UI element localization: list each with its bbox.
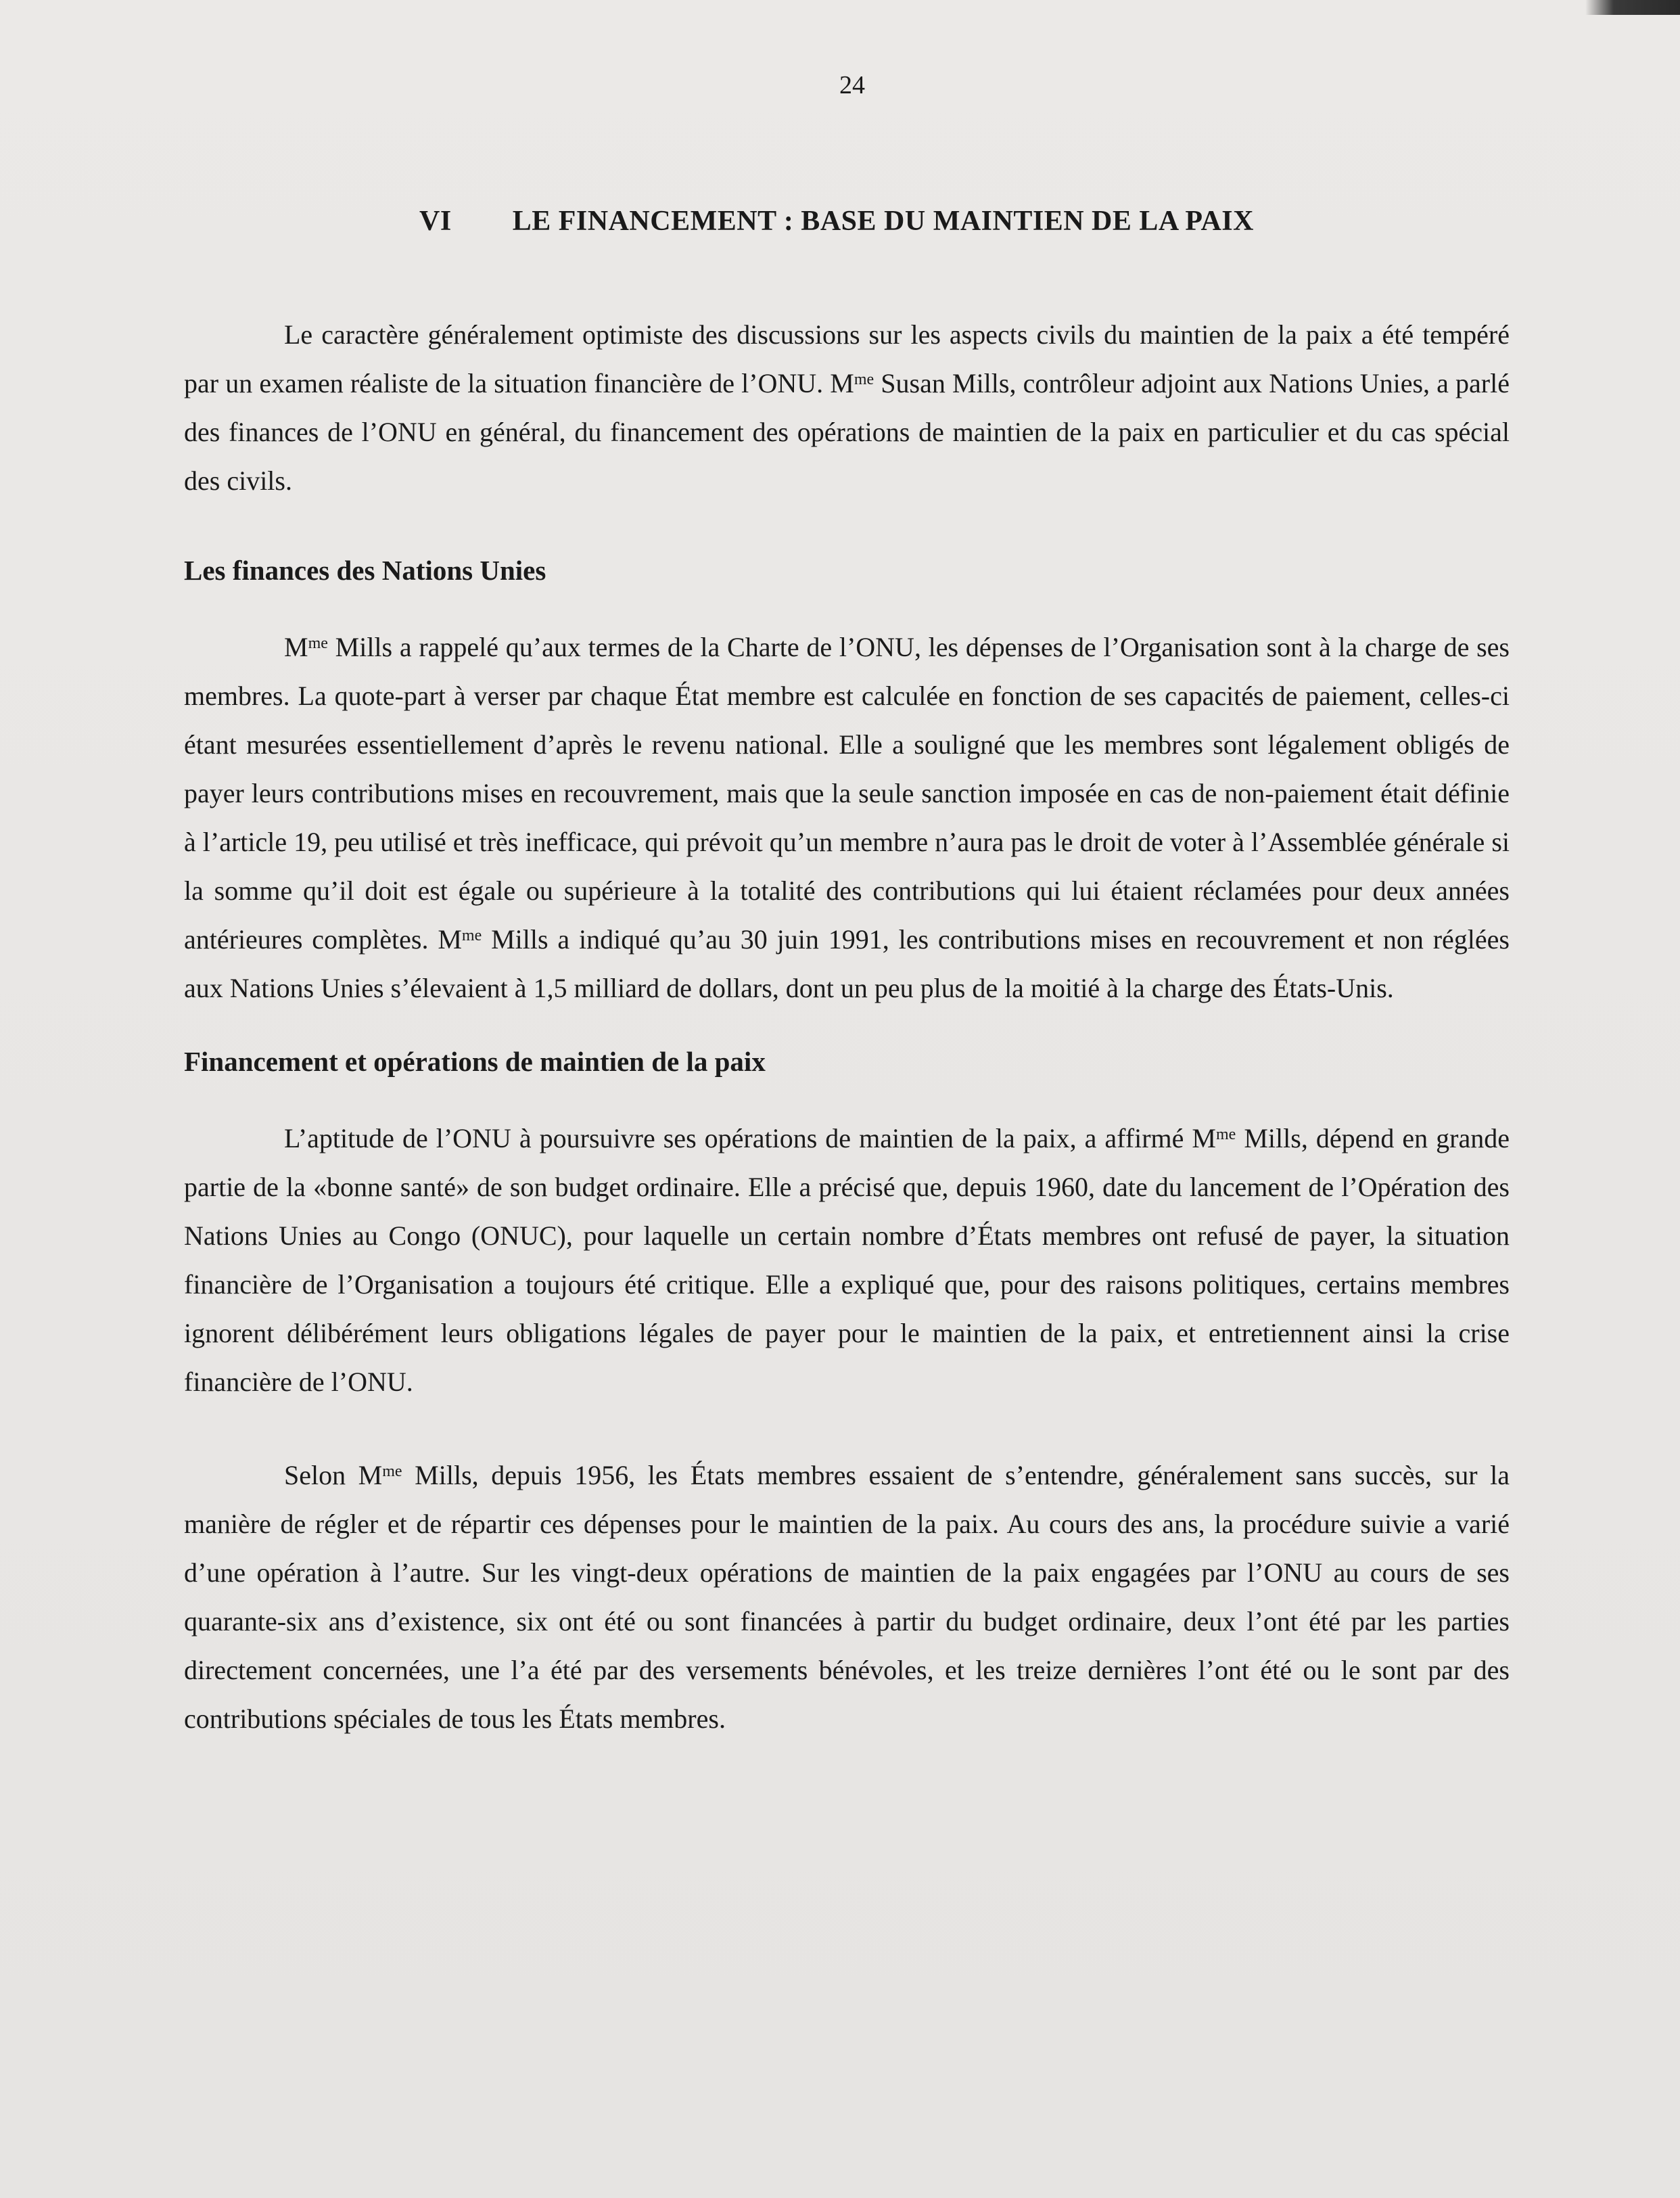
finances-text-2: Mills a indiqué qu’au 30 juin 1991, les contributions mises en recouvrement et non réglées aux Nations Unies s’élevaient à 1,5 milliard de dollars, dont un peu plus de la moitié à la charge des États-Unis. bbox=[184, 923, 1510, 1003]
peacekeeping-paragraph-2 bbox=[184, 1451, 1510, 1743]
finances-superscript-2: me bbox=[461, 926, 482, 944]
peacekeeping-p2-text-1: Selon M bbox=[284, 1459, 383, 1490]
section-heading-peacekeeping: Financement et opérations de maintien de la paix bbox=[184, 1045, 766, 1077]
peacekeeping-p2-superscript: me bbox=[382, 1462, 402, 1480]
peacekeeping-p2-text-2: Mills, depuis 1956, les États membres essaient de s’entendre, généralement sans succès, sur la manière de régler et de répartir ces dépenses pour le maintien de la paix. Au cours des ans, la procédure suivie a varié d’une opération à l’autre. Sur les vingt-deux opérations de maintien de la paix engagées par l’ONU au cours de ses quarante-six ans d’existence, six ont été ou sont financées à partir du budget ordinaire, deux l’ont été par les parties directement concernées, une l’a été par des versements bénévoles, et les treize dernières l’ont été ou le sont par des contributions spéciales de tous les États membres. bbox=[184, 1459, 1510, 1734]
intro-paragraph bbox=[184, 311, 1510, 505]
peacekeeping-paragraph-1 bbox=[184, 1114, 1510, 1406]
page-content bbox=[184, 203, 1510, 1743]
intro-text-2: Susan Mills, contrôleur adjoint aux Nations Unies, a parlé des finances de l’ONU en général, du financement des opérations de maintien de la paix en particulier et du cas spécial des civils. bbox=[184, 367, 1510, 496]
chapter-numeral: VI bbox=[419, 206, 452, 237]
chapter-title-text: LE FINANCEMENT : BASE DU MAINTIEN DE LA PAIX bbox=[512, 206, 1254, 237]
peacekeeping-p1-superscript: me bbox=[1216, 1125, 1236, 1143]
peacekeeping-p1-text-2: Mills, dépend en grande partie de la «bonne santé» de son budget ordinaire. Elle a précisé que, depuis 1960, date du lancement de l’Opération des Nations Unies au Congo (ONUC), pour laquelle un certain nombre d’États membres ont refusé de payer, la situation financière de l’Organisation a toujours été critique. Elle a expliqué que, pour des raisons politiques, certains membres ignorent délibérément leurs obligations légales de payer pour le maintien de la paix, et entretiennent ainsi la crise financière de l’ONU. bbox=[184, 1122, 1510, 1397]
page-number: 24 bbox=[839, 71, 865, 99]
finances-paragraph: $M^{me}$ Mills a rappelé qu’aux termes de la Charte de l’ONU, les dépenses de l’Organisation sont à la charge de ses membres. La quote-part à verser par chaque État membre est calculée en fonction de ses capacités de paiement, celles-ci étant mesurées essentiellement d’après le revenu national. Elle a souligné que les membres sont légalement obligés de payer leurs contributions mises en recouvrement, mais que la seule sanction imposée en cas de non-paiement était définie à l’article 19, peu utilisé et très inefficace, qui prévoit qu’un membre n’aura pas le droit de voter à l’Assemblée générale si la somme qu’il doit est égale ou supérieure à la totalité des contributions qui lui étaient réclamées pour deux années antérieures complètes. $M^{me}$ Mills a indiqué qu’au 30 juin 1991, les contributions mises en recouvrement et non réglées aux Nations Unies s’élevaient à 1,5 milliard de dollars, dont un peu plus de la moitié à la charge des États-Unis. bbox=[184, 631, 1510, 1003]
scan-edge-shadow bbox=[1585, 0, 1680, 15]
intro-superscript: me bbox=[854, 370, 874, 388]
intro-text-1: Le caractère généralement optimiste des discussions sur les aspects civils du maintien de la paix a été tempéré par un examen réaliste de la situation financière de l’ONU. M bbox=[184, 319, 1510, 398]
chapter-title bbox=[164, 203, 1510, 240]
finances-text-1: Mills a rappelé qu’aux termes de la Charte de l’ONU, les dépenses de l’Organisation sont à la charge de ses membres. La quote-part à verser par chaque État membre est calculée en fonction de ses capacités de paiement, celles-ci étant mesurées essentiellement d’après le revenu national. Elle a souligné que les membres sont légalement obligés de payer leurs contributions mises en recouvrement, mais que la seule sanction imposée en cas de non-paiement était définie à l’article 19, peu utilisé et très inefficace, qui prévoit qu’un membre n’aura pas le droit de voter à l’Assemblée générale si la somme qu’il doit est égale ou supérieure à la totalité des contributions qui lui étaient réclamées pour deux années antérieures complètes. M bbox=[184, 631, 1510, 955]
peacekeeping-p1-text-1: L’aptitude de l’ONU à poursuivre ses opérations de maintien de la paix, a affirmé M bbox=[284, 1122, 1216, 1153]
finances-superscript-1: me bbox=[308, 634, 328, 652]
section-heading-finances: Les finances des Nations Unies bbox=[184, 554, 546, 586]
